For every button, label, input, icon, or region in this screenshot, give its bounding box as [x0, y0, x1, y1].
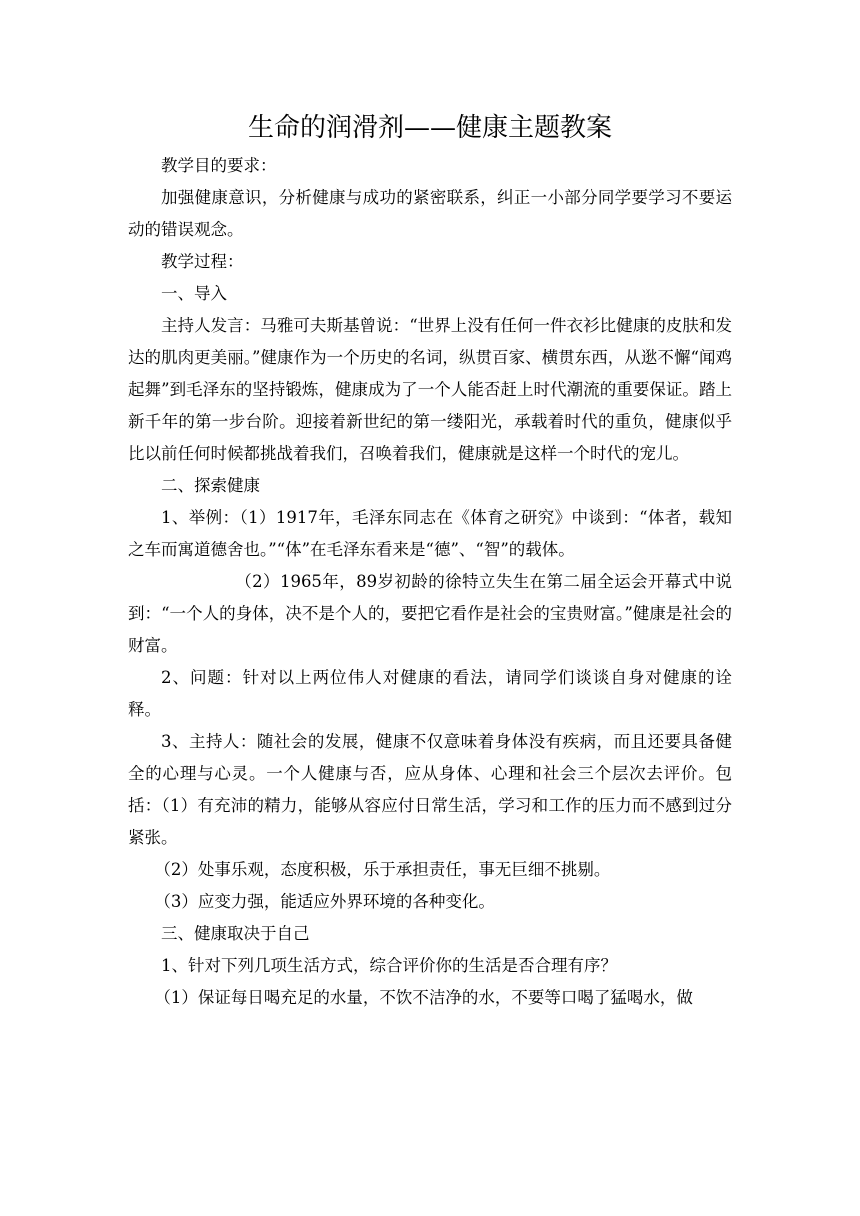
- paragraph-objectives: 加强健康意识，分析健康与成功的紧密联系，纠正一小部分同学要学习不要运动的错误观念。: [128, 188, 732, 239]
- section-heading-intro: 一、导入: [161, 284, 227, 303]
- paragraph-question: 2、问题：针对以上两位伟人对健康的看法，请同学们谈谈自身对健康的诠释。: [128, 668, 732, 719]
- paragraph-process-heading: 教学过程：: [161, 252, 244, 271]
- list-item-water: （1）保证每日喝充足的水量，不饮不洁净的水，不要等口喝了猛喝水，做: [154, 988, 693, 1007]
- document-body: [128, 150, 732, 1014]
- list-item-optimism: （2）处事乐观，态度积极，乐于承担责任，事无巨细不挑剔。: [154, 860, 611, 879]
- list-item-adaptability: （3）应变力强，能适应外界环境的各种变化。: [154, 892, 495, 911]
- document-title: 生命的润滑剂——健康主题教案: [247, 113, 612, 143]
- section-heading-explore: 二、探索健康: [161, 476, 260, 495]
- paragraph-objectives-heading: 教学目的要求：: [161, 156, 277, 175]
- section-heading-self: 三、健康取决于自己: [161, 924, 310, 943]
- paragraph-example-1: 1、举例：（1）1917年，毛泽东同志在《体育之研究》中谈到：“体者，载知之车而寓道德舍也。”“体”在毛泽东看来是“德”、“智”的载体。: [128, 508, 732, 559]
- paragraph-host-summary: 3、主持人：随社会的发展，健康不仅意味着身体没有疾病，而且还要具备健全的心理与心灵。一个人健康与否，应从身体、心理和社会三个层次去评价。包括：（1）有充沛的精力，能够从容应付日常生活，学习和工作的压力而不感到过分紧张。: [128, 732, 732, 847]
- paragraph-lifestyle-question: 1、针对下列几项生活方式，综合评价你的生活是否合理有序？: [161, 956, 617, 975]
- paragraph-host-speech: 主持人发言：马雅可夫斯基曾说：“世界上没有任何一件衣衫比健康的皮肤和发达的肌肉更美丽。”健康作为一个历史的名词，纵贯百家、横贯东西，从逖不懈“闻鸡起舞”到毛泽东的坚持锻炼，健康成为了一个人能否赶上时代潮流的重要保证。踏上新千年的第一步台阶。迎接着新世纪的第一缕阳光，承载着时代的重负，健康似乎比以前任何时候都挑战着我们，召唤着我们，健康就是这样一个时代的宠儿。: [128, 316, 732, 463]
- paragraph-example-2: （2）1965年，89岁初龄的徐特立失生在第二届全运会开幕式中说到：“一个人的身体，决不是个人的，要把它看作是社会的宝贵财富。”健康是社会的财富。: [128, 572, 732, 655]
